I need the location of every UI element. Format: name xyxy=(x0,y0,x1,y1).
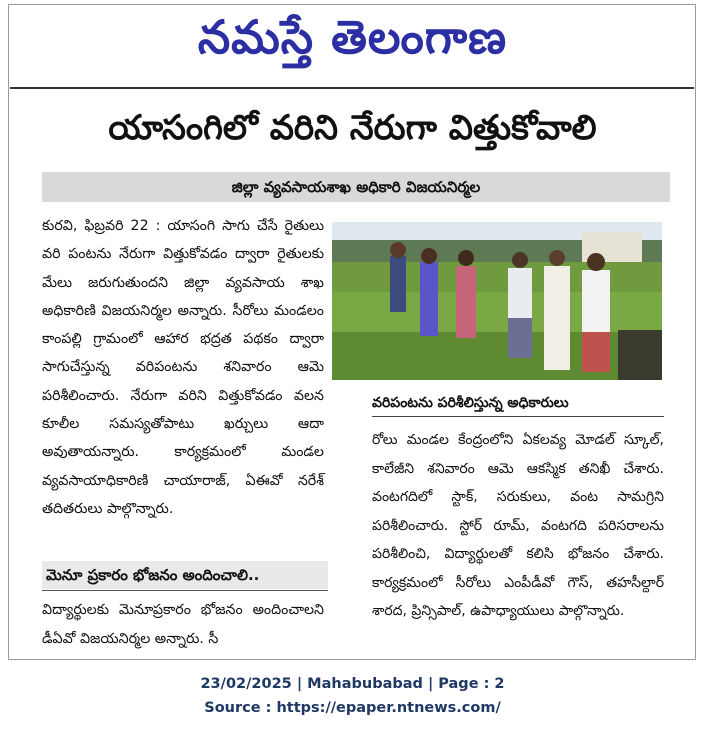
subheading-divider xyxy=(42,590,328,591)
masthead-divider xyxy=(10,87,694,89)
source-footer xyxy=(0,672,705,720)
footer-date-edition: 23/02/2025 | Mahabubabad | Page : 2 xyxy=(200,676,505,692)
caption-divider xyxy=(372,416,664,417)
article-continuation-text: రోలు మండల కేంద్రంలోని ఏకలవ్య మోడల్ స్కూల్, కాలేజీని శనివారం ఆమె ఆకస్మిక తనిఖీ చేశారు. వంటగదిలో స్టాక్, సరుకులు, వంట సామగ్రిని పరిశీలించారు. స్టోర్ రూమ్, వంటగది పరిసరాలను పరిశీలించి, విద్యార్థులతో కలిసి భోజనం చేశారు. కార్యక్రమంలో సీరోలు ఎంపీడీవో గౌస్, తహసీల్దార్ శారద, ప్రిన్సిపాల్, ఉపాధ్యాయులు పాల్గొన్నారు. xyxy=(372,432,664,619)
footer-source-link[interactable]: Source : https://epaper.ntnews.com/ xyxy=(204,700,501,716)
article-byline: జిల్లా వ్యవసాయశాఖ అధికారి విజయనిర్మల xyxy=(42,172,670,202)
photo-caption: వరిపంటను పరిశీలిస్తున్న అధికారులు xyxy=(372,395,569,411)
article-tail-text: విద్యార్థులకు మెనూప్రకారం భోజనం అందించాలని డీఏవో విజయనిర్మల అన్నారు. సీ xyxy=(42,602,324,647)
newspaper-masthead: నమస్తే తెలంగాణ xyxy=(197,10,508,64)
article-subheading: మెనూ ప్రకారం భోజనం అందించాలి.. xyxy=(42,561,328,589)
field-inspection-photo xyxy=(332,222,662,380)
article-headline: యాసంగిలో వరిని నేరుగా విత్తుకోవాలి xyxy=(108,108,597,148)
article-lead-text: కురవి, ఫిబ్రవరి 22 : యాసంగి సాగు చేసే రైతులు వరి పంటను నేరుగా విత్తుకోవడం ద్వారా రైతులకు మేలు జరుగుతుందని జిల్లా వ్యవసాయ శాఖ అధికారిణి విజయనిర్మల అన్నారు. సీరోలు మండలం కాంపల్లి గ్రామంలో ఆహార భద్రత పథకం ద్వారా సాగుచేస్తున్న వరిపంటను శనివారం ఆమె పరిశీలించారు. నేరుగా వరిని విత్తుకోవడం వలన కూలీల సమస్యతోపాటు ఖర్చులు ఆదా అవుతాయన్నారు. కార్యక్రమంలో మండల వ్యవసాయాధికారిణి చాయారాజ్, ఏఈవో నరేశ్ తదితరులు పాల్గొన్నారు. xyxy=(42,218,324,517)
photo-illustration xyxy=(332,222,662,380)
